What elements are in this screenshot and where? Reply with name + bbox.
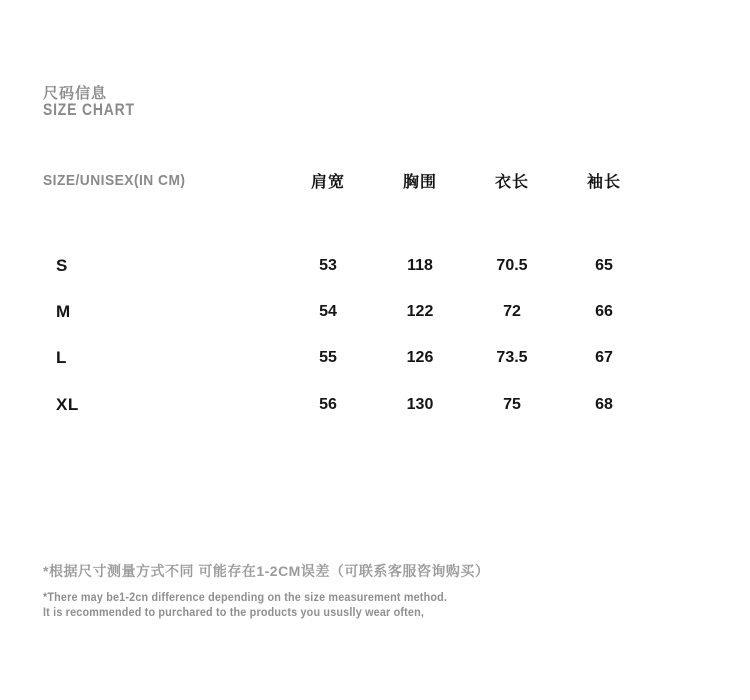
column-header-sleeve-length: 袖长: [586, 174, 621, 191]
size-label: S: [56, 256, 68, 275]
cell-shoulder-width: 56: [319, 396, 337, 413]
column-header-size-unisex: SIZE/UNISEX(IN CM): [43, 172, 186, 189]
table-row-s: [43, 255, 650, 277]
table-header-row: [43, 169, 650, 191]
cell-sleeve-length: 66: [595, 303, 613, 320]
cell-garment-length: 73.5: [496, 349, 528, 366]
table-row-xl: [43, 394, 650, 416]
column-header-garment-length: 衣长: [494, 174, 529, 191]
cell-garment-length: 72: [503, 303, 521, 320]
page-title-cn: 尺码信息: [43, 85, 108, 102]
table-row-l: [43, 347, 650, 369]
size-label: XL: [56, 395, 79, 414]
cell-shoulder-width: 53: [319, 257, 337, 274]
cell-shoulder-width: 55: [319, 349, 337, 366]
cell-shoulder-width: 54: [319, 303, 337, 320]
disclaimer-note-en-line2: It is recommended to purchared to the products you ususlly wear often,: [43, 605, 425, 619]
cell-chest: 130: [406, 396, 434, 413]
column-header-shoulder-width: 肩宽: [310, 174, 345, 191]
disclaimer-note-cn: *根据尺寸测量方式不同 可能存在1-2CM误差（可联系客服咨询购买）: [43, 563, 490, 579]
cell-garment-length: 70.5: [496, 257, 528, 274]
cell-sleeve-length: 67: [595, 349, 613, 366]
disclaimer-note-en-line1: *There may be1-2cn difference depending on the size measurement method.: [43, 590, 448, 604]
cell-chest: 118: [407, 257, 433, 274]
cell-chest: 122: [406, 303, 434, 320]
size-label: L: [56, 348, 67, 367]
cell-garment-length: 75: [503, 396, 521, 413]
column-header-chest: 胸围: [402, 174, 437, 191]
size-label: M: [56, 302, 71, 321]
table-row-m: [43, 301, 650, 323]
cell-chest: 126: [406, 349, 434, 366]
page-title-en: SIZE CHART: [43, 100, 135, 119]
cell-sleeve-length: 68: [595, 396, 613, 413]
cell-sleeve-length: 65: [595, 257, 613, 274]
